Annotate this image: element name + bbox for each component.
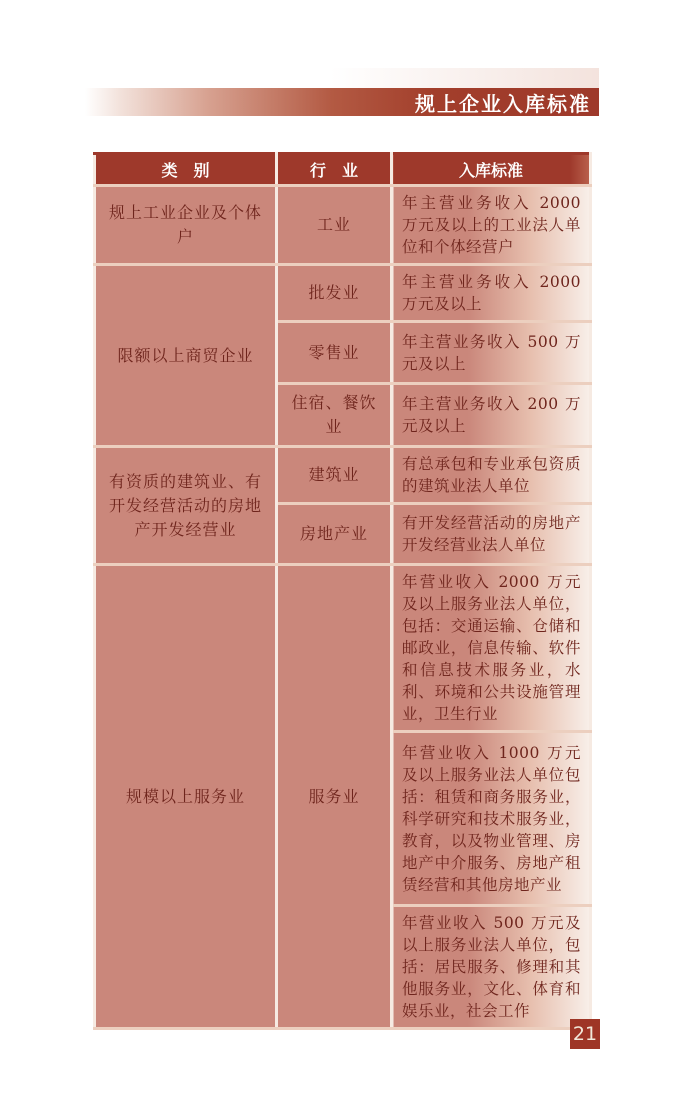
category-cell: 有资质的建筑业、有开发经营活动的房地产开发经营业 (95, 447, 277, 565)
industry-cell: 建筑业 (277, 447, 392, 504)
industry-cell: 房地产业 (277, 504, 392, 565)
header-gradient-bar (85, 88, 599, 116)
table-row (95, 565, 591, 732)
table-row (95, 265, 591, 322)
industry-cell: 零售业 (277, 322, 392, 384)
category-cell: 规模以上服务业 (95, 565, 277, 1029)
header-glow-decoration (330, 68, 599, 88)
column-header-industry: 行 业 (277, 154, 392, 186)
column-header-standard: 入库标准 (392, 154, 591, 186)
industry-cell: 服务业 (277, 565, 392, 1029)
standard-cell: 年营业收入 2000 万元及以上服务业法人单位，包括：交通运输、仓储和邮政业，信息传输、软件和信息技术服务业，水利、环境和公共设施管理业，卫生行业 (392, 565, 591, 732)
table-row (95, 447, 591, 504)
standard-cell: 年主营业务收入 2000 万元及以上的工业法人单位和个体经营户 (392, 186, 591, 265)
standard-cell: 年主营业务收入 200 万元及以上 (392, 384, 591, 447)
standard-cell: 年主营业务收入 2000 万元及以上 (392, 265, 591, 322)
standard-cell: 有开发经营活动的房地产开发经营业法人单位 (392, 504, 591, 565)
standard-cell: 年营业收入 1000 万元及以上服务业法人单位包括：租赁和商务服务业，科学研究和技术服务业，教育，以及物业管理、房地产中介服务、房地产租赁经营和其他房地产业 (392, 732, 591, 906)
standards-table (93, 152, 592, 1030)
standard-cell: 年营业收入 500 万元及以上服务业法人单位，包括：居民服务、修理和其他服务业，文化、体育和娱乐业，社会工作 (392, 906, 591, 1029)
industry-cell: 工业 (277, 186, 392, 265)
industry-cell: 批发业 (277, 265, 392, 322)
table-header-row (95, 154, 591, 186)
page-title: 规上企业入库标准 (415, 91, 591, 116)
industry-cell: 住宿、餐饮业 (277, 384, 392, 447)
page-number-badge: 21 (570, 1019, 600, 1049)
category-cell: 限额以上商贸企业 (95, 265, 277, 447)
table-row (95, 186, 591, 265)
category-cell: 规上工业企业及个体户 (95, 186, 277, 265)
column-header-category: 类 别 (95, 154, 277, 186)
standard-cell: 年主营业务收入 500 万元及以上 (392, 322, 591, 384)
standard-cell: 有总承包和专业承包资质的建筑业法人单位 (392, 447, 591, 504)
